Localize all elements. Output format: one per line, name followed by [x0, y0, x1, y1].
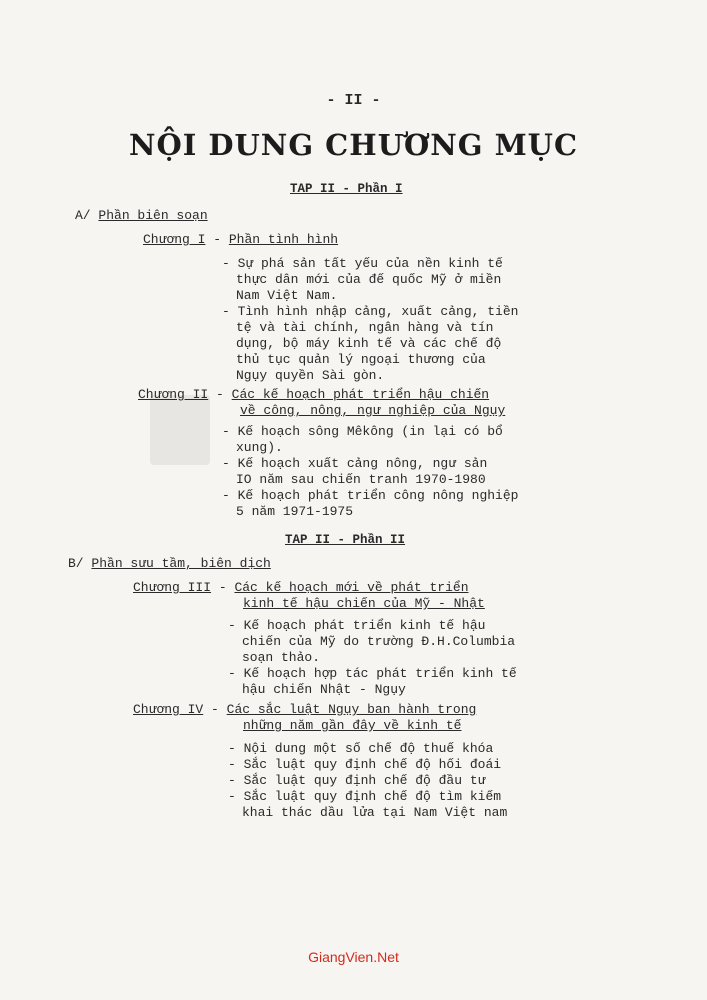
- chapter-2-title-line2: về công, nông, ngư nghiệp của Ngụy: [240, 403, 506, 418]
- item-text: Ngụy quyền Sài gòn.: [236, 368, 385, 383]
- chapter-4-label: Chương IV: [133, 702, 204, 717]
- item-text: - Tình hình nhập cảng, xuất cảng, tiền: [222, 304, 519, 319]
- item-text: - Kế hoạch hợp tác phát triển kinh tế: [228, 666, 517, 681]
- item-text: - Nội dung một số chế độ thuế khóa: [228, 741, 494, 756]
- chapter-4-heading: [133, 702, 476, 717]
- item-text: - Sắc luật quy định chế độ hối đoái: [228, 757, 502, 772]
- item-text: dụng, bộ máy kinh tế và các chế độ: [236, 336, 502, 351]
- chapter-4-dash: -: [211, 702, 219, 717]
- item-text: IO năm sau chiến tranh 1970-1980: [236, 472, 486, 487]
- section-b-heading: [68, 556, 271, 571]
- item-text: soạn thảo.: [242, 650, 321, 665]
- chapter-2-label: Chương II: [138, 387, 209, 402]
- page-number: - II -: [326, 92, 381, 109]
- item-text: - Sắc luật quy định chế độ tìm kiếm: [228, 789, 502, 804]
- chapter-3-title-line1: Các kế hoạch mới về phát triển: [234, 580, 469, 595]
- section-a-label: Phần biên soạn: [98, 208, 208, 223]
- part2-heading: TAP II - Phần II: [285, 533, 406, 547]
- item-text: thủ tục quản lý ngoại thương của: [236, 352, 486, 367]
- section-b-label: Phần sưu tầm, biên dịch: [91, 556, 271, 571]
- chapter-2-dash: -: [216, 387, 224, 402]
- item-text: - Sự phá sản tất yếu của nền kinh tế: [222, 256, 503, 271]
- item-text: thực dân mới của đế quốc Mỹ ở miền: [236, 272, 502, 287]
- section-a-heading: [75, 208, 208, 223]
- chapter-3-dash: -: [218, 580, 227, 595]
- item-text: chiến của Mỹ do trường Đ.H.Columbia: [242, 634, 516, 649]
- item-text: - Kế hoạch sông Mêkông (in lại có bổ: [222, 424, 503, 439]
- item-text: 5 năm 1971-1975: [236, 504, 354, 519]
- chapter-4-title-line2: những năm gần đây về kinh tế: [243, 718, 462, 733]
- chapter-1-heading: [143, 232, 338, 247]
- chapter-3-title-line2: kinh tế hậu chiến của Mỹ - Nhật: [243, 596, 485, 611]
- chapter-1-dash: -: [213, 232, 222, 247]
- chapter-2-heading: [138, 387, 489, 402]
- footer-watermark: GiangVien.Net: [308, 949, 399, 965]
- item-text: khai thác dầu lửa tại Nam Việt nam: [242, 805, 508, 820]
- chapter-3-label: Chương III: [133, 580, 212, 595]
- section-b-marker: B/: [68, 556, 84, 571]
- chapter-1-title: Phần tình hình: [228, 232, 339, 247]
- chapter-4-title-line1: Các sắc luật Ngụy ban hành trong: [226, 702, 477, 717]
- chapter-3-heading: [133, 580, 469, 595]
- item-text: Nam Việt Nam.: [236, 288, 338, 303]
- item-text: - Kế hoạch phát triển công nông nghiệp: [222, 488, 519, 503]
- item-text: - Kế hoạch xuất cảng nông, ngư sản: [222, 456, 488, 471]
- item-text: xung).: [236, 440, 283, 455]
- section-a-marker: A/: [75, 208, 91, 223]
- item-text: hậu chiến Nhật - Ngụy: [242, 682, 406, 697]
- chapter-2-title-line1: Các kế hoạch phát triển hậu chiến: [231, 387, 490, 402]
- item-text: tệ và tài chính, ngân hàng và tín: [236, 320, 494, 335]
- item-text: - Kế hoạch phát triển kinh tế hậu: [228, 618, 486, 633]
- item-text: - Sắc luật quy định chế độ đầu tư: [228, 773, 486, 788]
- page-title: NỘI DUNG CHƯƠNG MỤC: [128, 128, 579, 162]
- chapter-1-label: Chương I: [143, 232, 206, 247]
- part1-heading: TAP II - Phần I: [290, 182, 403, 196]
